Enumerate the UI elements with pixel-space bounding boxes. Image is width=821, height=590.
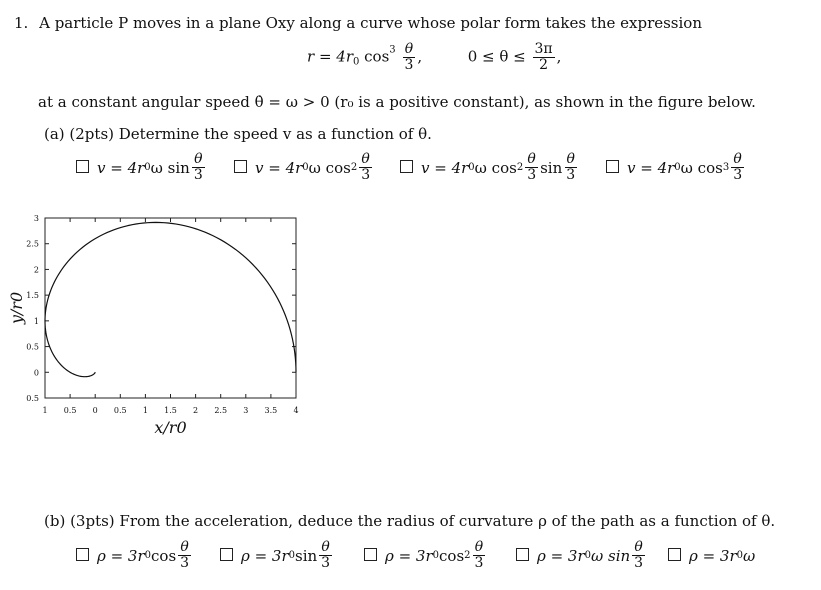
checkbox[interactable] <box>516 548 529 561</box>
y-tick-label: 1 <box>33 316 39 326</box>
curve-line <box>45 222 296 376</box>
equation-range: 0 ≤ θ ≤ <box>467 47 526 66</box>
x-tick-label: 4 <box>293 406 299 415</box>
x-tick-label: 1 <box>42 406 48 415</box>
option-b4[interactable]: ρ = 3r 0 ω sin $\frac{\theta}{3}$ <box>516 540 668 571</box>
checkbox[interactable] <box>364 548 377 561</box>
plot-frame <box>45 218 296 398</box>
y-tick-label: 0.5 <box>26 342 39 352</box>
part-b-label: (b) (3pts) From the acceleration, deduce the radius of curvature ρ of the path as a function of θ. <box>44 512 776 530</box>
checkbox[interactable] <box>76 160 89 173</box>
checkbox[interactable] <box>400 160 413 173</box>
y-tick-label: 2.5 <box>26 239 39 249</box>
y-tick-label: 3 <box>33 214 39 223</box>
equation-func: cos <box>364 47 390 66</box>
checkbox[interactable] <box>220 548 233 561</box>
y-tick-label: 1.5 <box>26 291 39 301</box>
part-a-options <box>76 152 746 183</box>
equation-lhs: r = 4r <box>307 47 353 66</box>
x-tick-label: 1 <box>142 406 148 415</box>
option-b2[interactable]: ρ = 3r 0 sin $\frac{\theta}{3}$ <box>220 540 364 571</box>
part-b-options <box>76 540 755 571</box>
checkbox[interactable] <box>234 160 247 173</box>
option-a4[interactable]: v = 4r 0 ω cos 3 $\frac{\theta}{3}$ <box>606 152 746 183</box>
checkbox[interactable] <box>76 548 89 561</box>
option-b5[interactable]: ρ = 3r 0 ω <box>668 540 755 571</box>
y-axis-label: y/r0 <box>7 291 26 325</box>
x-tick-label: 0.5 <box>63 406 77 415</box>
y-tick-label: 2 <box>33 265 39 275</box>
x-tick-label: 3.5 <box>264 406 278 415</box>
option-a1[interactable]: v = 4r 0 ω sin $\frac{\theta}{3}$ <box>76 152 234 183</box>
option-a3[interactable]: v = 4r 0 ω cos 2 $\frac{\theta}{3}$ sin $\frac{\theta}{3}$ <box>400 152 606 183</box>
question-intro <box>14 14 702 32</box>
x-axis-label: x/r0 <box>154 418 187 437</box>
x-tick-label: 2 <box>193 406 199 415</box>
checkbox[interactable] <box>606 160 619 173</box>
option-b1[interactable]: ρ = 3r 0 cos $\frac{\theta}{3}$ <box>76 540 220 571</box>
y-tick-label: 0.5 <box>26 394 39 403</box>
angular-speed-sentence: at a constant angular speed θ̇ = ω > 0 (r₀ is a positive constant), as shown in the figure below. <box>38 93 756 111</box>
equation-fraction: $\frac{\theta}{3}$ <box>404 41 414 73</box>
x-tick-label: 3 <box>243 406 249 415</box>
y-tick-label: 0 <box>33 368 39 378</box>
option-a2[interactable]: v = 4r 0 ω cos 2 $\frac{\theta}{3}$ <box>234 152 400 183</box>
option-b3[interactable]: ρ = 3r 0 cos 2 $\frac{\theta}{3}$ <box>364 540 516 571</box>
x-tick-label: 2.5 <box>214 406 228 415</box>
checkbox[interactable] <box>668 548 681 561</box>
part-a-label: (a) (2pts) Determine the speed v as a function of θ. <box>44 125 432 143</box>
x-tick-label: 1.5 <box>164 406 177 415</box>
x-tick-label: 0.5 <box>113 406 127 415</box>
polar-equation: $r = 4r_0$ $\cos^3$ $\frac{\theta}{3}$ , 0 ≤ θ ≤ $\frac{3\pi}{2}$ , <box>307 41 562 73</box>
x-tick-label: 0 <box>92 406 98 415</box>
question-number: 1. <box>14 14 29 32</box>
range-fraction: $\frac{3\pi}{2}$ <box>534 41 553 73</box>
intro-text: A particle P moves in a plane Oxy along a curve whose polar form takes the expression <box>39 14 702 32</box>
